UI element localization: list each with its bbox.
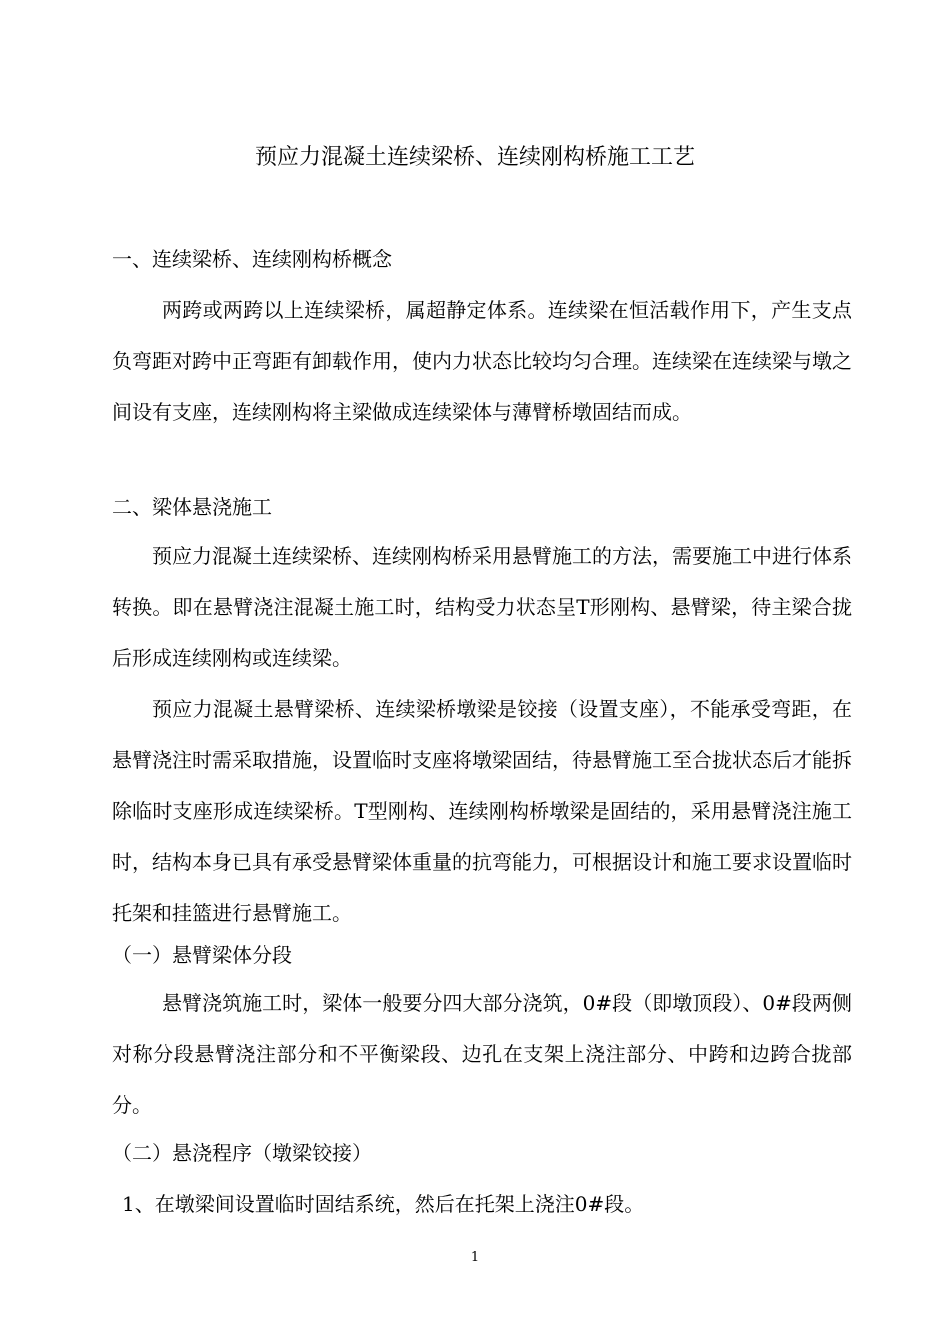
subsection-1-paragraph: 悬臂浇筑施工时，梁体一般要分四大部分浇筑，0#段（即墩顶段）、0#段两侧对称分段悬臂浇注部分和不平衡梁段、边孔在支架上浇注部分、中跨和边跨合拢部分。 bbox=[112, 991, 852, 1117]
section-2-paragraph-2: 预应力混凝土悬臂梁桥、连续梁桥墩梁是铰接（设置支座），不能承受弯距，在悬臂浇注时需采取措施，设置临时支座将墩梁固结，待悬臂施工至合拢状态后才能拆除临时支座形成连续梁桥。T型刚构、连续刚构桥墩梁是固结的，采用悬臂浇注施工时，结构本身已具有承受悬臂梁体重量的抗弯能力，可根据设计和施工要求设置临时托架和挂篮进行悬臂施工。 bbox=[112, 697, 852, 925]
section-heading-2: 二、梁体悬浇施工 bbox=[112, 495, 272, 519]
section-2-paragraph-1: 预应力混凝土连续梁桥、连续刚构桥采用悬臂施工的方法，需要施工中进行体系转换。即在悬臂浇注混凝土施工时，结构受力状态呈T形刚构、悬臂梁，待主梁合拢后形成连续刚构或连续梁。 bbox=[112, 544, 852, 670]
document-title: 预应力混凝土连续梁桥、连续刚构桥施工工艺 bbox=[254, 145, 695, 170]
procedure-step-1: 1、在墩梁间设置临时固结系统，然后在托架上浇注0#段。 bbox=[122, 1192, 645, 1216]
section-1-paragraph: 两跨或两跨以上连续梁桥，属超静定体系。连续梁在恒活载作用下，产生支点负弯距对跨中正弯距有卸载作用，使内力状态比较均匀合理。连续梁在连续梁与墩之间设有支座，连续刚构将主梁做成连续梁体与薄臂桥墩固结而成。 bbox=[112, 298, 852, 424]
page-number: 1 bbox=[470, 1250, 480, 1265]
section-heading-1: 一、连续梁桥、连续刚构桥概念 bbox=[112, 247, 392, 271]
subsection-heading-2: （二）悬浇程序（墩梁铰接） bbox=[112, 1141, 372, 1165]
subsection-heading-1: （一）悬臂梁体分段 bbox=[112, 943, 292, 967]
